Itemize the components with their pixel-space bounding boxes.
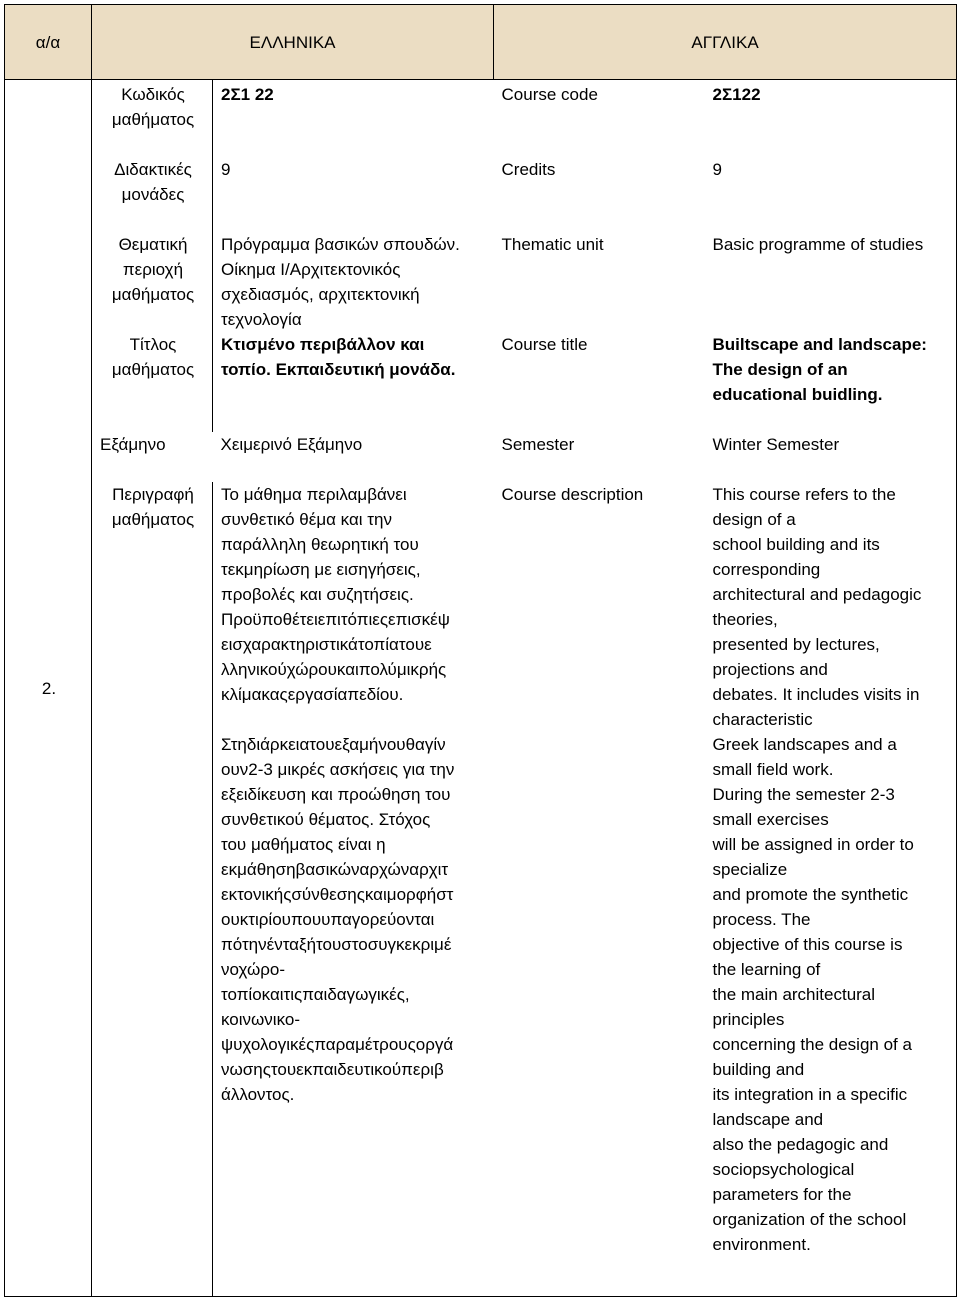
title-value-en: Builtscape and landscape: The design of an educational buidling.: [705, 332, 957, 432]
thematic-value-gr: Πρόγραμμα βασικών σπουδών. Οίκημα I/Αρχιτεκτονικός σχεδιασμός, αρχιτεκτονική τεχνολογία: [221, 235, 460, 329]
title-label-en: Course title: [501, 335, 588, 354]
course-document: [4, 4, 956, 1297]
thematic-row: [5, 232, 957, 332]
course-code-value-gr: 2Σ1 22: [221, 85, 274, 104]
description-label-en: Course description: [494, 482, 705, 1297]
semester-label-en: Semester: [501, 435, 575, 454]
semester-value-gr: Χειμερινό Εξάμηνο: [220, 435, 363, 454]
semester-label-gr: Εξάμηνο: [92, 432, 213, 482]
semester-row: [5, 432, 957, 482]
course-code-label-en: Course code: [501, 85, 598, 104]
item-number: 2.: [5, 80, 92, 1297]
credits-value-gr: 9: [221, 160, 231, 179]
credits-label-en: Credits: [501, 160, 556, 179]
header-row: [5, 5, 957, 80]
title-value-gr: Κτισμένο περιβάλλον και τοπίο. Εκπαιδευτική μονάδα.: [221, 335, 456, 379]
title-label-gr: Τίτλος μαθήματος: [92, 332, 213, 432]
credits-label-gr: Διδακτικές μονάδες: [92, 157, 213, 232]
thematic-label-gr: Θεματική περιοχή μαθήματος: [92, 232, 213, 332]
credits-row: [5, 157, 957, 232]
description-value-gr: Το μάθημα περιλαμβάνει συνθετικό θέμα και την παράλληλη θεωρητική του τεκμηρίωση με εισηγήσεις, προβολές και συζητήσεις. Προϋποθέτειεπιτόπιεςεπισκέψ εισχαρακτηριστικάτοπίατουε λληνικούχώρουκαιπολύμικρής κλίμακαςεργασίαπεδίου. Στηδιάρκειατουεξαμήνουθαγίν ουν2-3 μικρές ασκήσεις για την εξειδίκευση και προώθηση του συνθετικού θέματος. Στόχος του μαθήματος είναι η εκμάθησηβασικώναρχώναρχιτ εκτονικήςσύνθεσηςκαιμορφήστ ουκτιρίουπουυπαγορεύονται πότηνένταξήτουστοσυγκεκριμέ νοχώρο- τοπίοκαιτιςπαιδαγωγικές, κοινωνικο- ψυχολογικέςπαραμέτρουςοργά νωσηςτουεκπαιδευτικούπεριβ άλλοντος.: [213, 482, 494, 1297]
credits-value-en: 9: [705, 157, 957, 232]
thematic-label-en: Thematic unit: [501, 235, 604, 254]
description-label-gr: Περιγραφή μαθήματος: [92, 482, 213, 1297]
description-value-en: This course refers to the design of a school building and its corresponding architectural and pedagogic theories, presented by lectures, projections and debates. It includes visits in characteristic Greek landscapes and a small field work. During the semester 2-3 small exercises will be assigned in order to specialize and promote the synthetic process. The objective of this course is the learning of the main architectural principles concerning the design of a building and its integration in a specific landscape and also the pedagogic and sociopsychological parameters for the organization of the school environment.: [705, 482, 957, 1297]
title-row: [5, 332, 957, 432]
thematic-value-en: Basic programme of studies: [705, 232, 957, 332]
course-table: [4, 4, 957, 1297]
header-english: ΑΓΓΛΙΚΑ: [494, 5, 957, 80]
description-row: [5, 482, 957, 1297]
semester-value-en: Winter Semester: [705, 432, 957, 482]
header-greek: ΕΛΛΗΝΙΚΑ: [92, 5, 494, 80]
header-aa: α/α: [5, 5, 92, 80]
course-code-value-en: 2Σ122: [705, 80, 957, 158]
course-code-label-gr: Κωδικός μαθήματος: [92, 80, 213, 158]
course-code-row: [5, 80, 957, 158]
